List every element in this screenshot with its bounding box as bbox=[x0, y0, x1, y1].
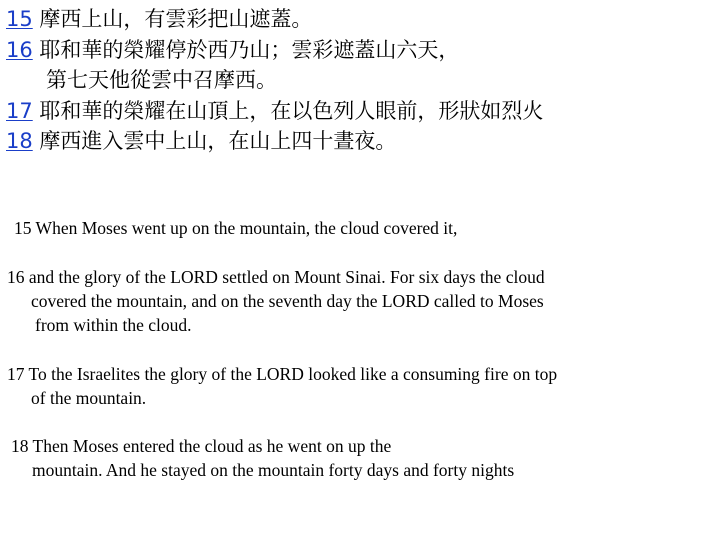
verse-link-18[interactable]: 18 bbox=[6, 129, 33, 153]
verse-link-17[interactable]: 17 bbox=[6, 98, 33, 123]
english-verse-15-text: 15 When Moses went up on the mountain, the cloud covered it, bbox=[14, 218, 458, 238]
english-verse-16 bbox=[7, 265, 545, 337]
chinese-verse-16-continued: 第七天他從雲中召摩西。 bbox=[46, 68, 277, 92]
english-verse-18-line-2: mountain. And he stayed on the mountain forty days and forty nights bbox=[32, 460, 515, 480]
english-verse-16-line-3: from within the cloud. bbox=[35, 315, 192, 335]
verse-link-16[interactable]: 16 bbox=[6, 37, 33, 62]
english-verse-17-line-2: of the mountain. bbox=[31, 388, 147, 408]
chinese-verse-17 bbox=[6, 96, 543, 127]
english-verse-15 bbox=[14, 216, 457, 240]
chinese-verse-18-text: 摩西進入雲中上山，在山上四十晝夜。 bbox=[39, 129, 397, 153]
chinese-verse-17-text: 耶和華的榮耀在山頂上，在以色列人眼前，形狀如烈火 bbox=[39, 98, 544, 123]
english-verse-18 bbox=[11, 434, 514, 482]
chinese-passage bbox=[6, 4, 543, 157]
chinese-verse-15 bbox=[6, 4, 543, 35]
english-verse-18-line-1: 18 Then Moses entered the cloud as he went on up the bbox=[11, 436, 392, 456]
chinese-verse-15-text: 摩西上山，有雲彩把山遮蓋。 bbox=[39, 7, 313, 31]
chinese-verse-16-text: 耶和華的榮耀停於西乃山；雲彩遮蓋山六天， bbox=[39, 37, 460, 62]
english-verse-17 bbox=[7, 362, 557, 410]
verse-link-15[interactable]: 15 bbox=[6, 7, 33, 31]
chinese-verse-18 bbox=[6, 126, 543, 157]
english-verse-16-line-2: covered the mountain, and on the seventh day the LORD called to Moses bbox=[31, 291, 544, 311]
english-verse-16-line-1: 16 and the glory of the LORD settled on Mount Sinai. For six days the cloud bbox=[7, 267, 545, 287]
chinese-verse-16 bbox=[6, 35, 543, 66]
english-verse-17-line-1: 17 To the Israelites the glory of the LORD looked like a consuming fire on top bbox=[7, 364, 558, 384]
